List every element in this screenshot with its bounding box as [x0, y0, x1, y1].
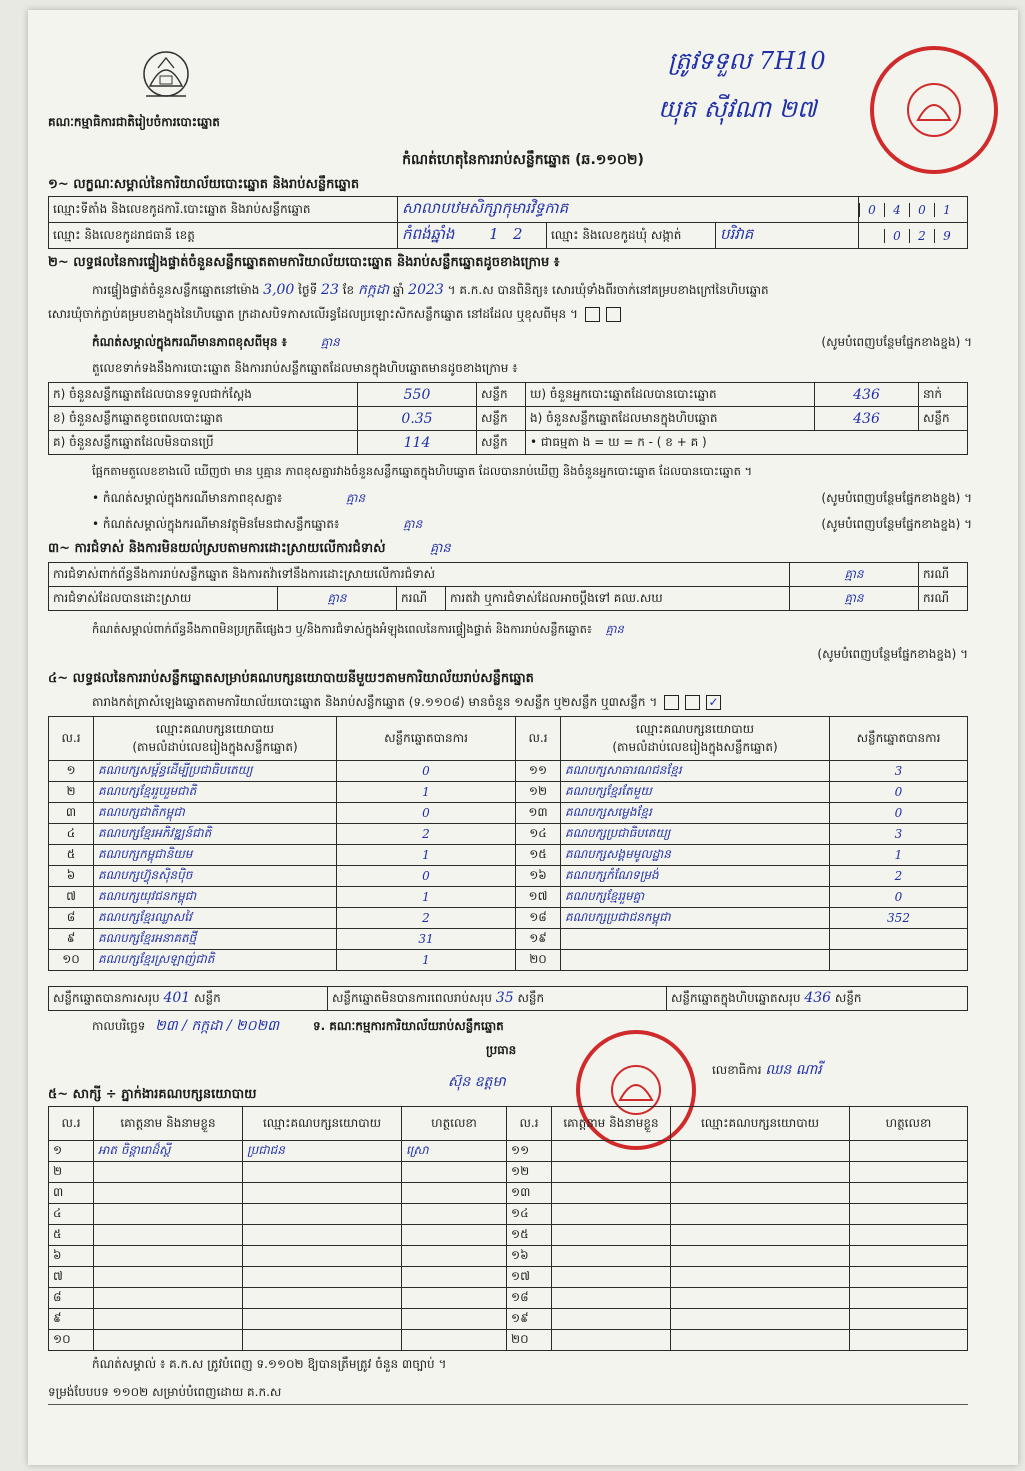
- province-code: 1 2: [489, 224, 523, 243]
- witness-cell: [552, 1141, 671, 1162]
- row-number: ១២: [516, 782, 561, 803]
- party-results-table: ល.រ ឈ្មោះគណបក្សនយោបាយ (តាមលំដាប់លេខរៀងក្នុងសន្លឹកឆ្នោត) សន្លឹកឆ្នោតបានការ ល.រ ឈ្មោះគណបក្សនយោបាយ (តាមលំដាប់លេខរៀងក្នុងសន្លឹកឆ្នោត) សន្លឹកឆ្នោតបានការ ១ គណបក្សសម្ព័ន្ធដើម្បីប្រជាធិបតេយ្យ 0 ១១ គណបក្សសាធារណជនខ្មែរ 3 ២ គណបក្សខ្មែររួបរួមជាតិ 1 ១២ គណបក្សខ្មែរតែមួយ 0 ៣ គណបក្សជាតិកម្ពុជា 0 ១៣ គណបក្សសម្លេងខ្មែរ 0 ៤ គណបក្សខ្មែរអភិវឌ្ឍន៍ជាតិ 2 ១៤ គណបក្សប្រជាធិបតេយ្យ 3 ៥ គណបក្សកម្ពុជានិយម 1 ១៥ គណបក្សសង្គមមូលដ្ឋាន 1 ៦ គណបក្សហ៊្វុនស៊ិនប៉ិច 0 ១៦ គណបក្សកំណែទម្រង់ 2 ៧ គណបក្សយុវជនកម្ពុជា 1 ១៧ គណបក្សខ្មែររួមគ្នា 0 ៨ គណបក្សខ្មែរឈ្លាសវៃ 2 ១៨ គណបក្សប្រជាជនកម្ពុជា 352 ៩ គណបក្សខ្មែរអនាគតថ្មី 31 ១៩ ១០ គណបក្សខ្មែរស្រឡាញ់ជាតិ 1 ២០: [48, 716, 968, 971]
- witness-cell: [402, 1267, 507, 1288]
- bullet-foreign-objects: • កំណត់សម្គាល់ក្នុងករណីមានវត្ថុមិនមែនជាសន្លឹកឆ្នោត៖ គ្មាន (សូមបំពេញបន្ថែមផ្នែកខាងខ្នង) ។: [92, 517, 972, 531]
- witness-cell: [243, 1267, 402, 1288]
- verification-day: 23: [321, 282, 339, 298]
- location-code: 0 4 0 1: [859, 197, 968, 223]
- row-number: ៤: [49, 824, 94, 845]
- party-name: គណបក្សប្រជាជនកម្ពុជា: [561, 908, 830, 929]
- party-votes: [830, 929, 968, 950]
- witness-cell: ២: [49, 1162, 94, 1183]
- chair-label: ប្រធាន: [486, 1043, 517, 1057]
- row-number: ៩: [49, 929, 94, 950]
- row-number: ៣: [49, 803, 94, 824]
- witness-cell: [850, 1330, 968, 1351]
- witness-cell: [402, 1225, 507, 1246]
- table-row: [49, 887, 968, 908]
- witness-cell: [552, 1267, 671, 1288]
- table-row: [49, 1162, 968, 1183]
- same-checkbox[interactable]: [585, 307, 600, 322]
- witness-cell: ស្រោ: [402, 1141, 507, 1162]
- counts-intro: តួលេខទាក់ទងនឹងការបោះឆ្នោត និងការរាប់សន្លឹកឆ្នោតដែលមានក្នុងហិបឆ្នោតមានដូចខាងក្រោម ៖: [92, 361, 518, 375]
- row-number: ៥: [49, 845, 94, 866]
- party-votes: 2: [337, 908, 516, 929]
- verification-time: 3,00: [263, 282, 295, 298]
- chair-signature: ស៊ុន ឧត្តមា: [448, 1074, 506, 1090]
- table-row: [49, 1183, 968, 1204]
- party-name: គណបក្សកម្ពុជានិយម: [94, 845, 337, 866]
- party-votes: 1: [337, 845, 516, 866]
- three-sheet-checkbox-checked[interactable]: ✓: [706, 695, 721, 710]
- witness-cell: [671, 1288, 850, 1309]
- witness-cell: ១០: [49, 1330, 94, 1351]
- row-number: ១៥: [516, 845, 561, 866]
- verification-year: 2023: [408, 282, 444, 298]
- party-votes: 0: [337, 803, 516, 824]
- party-votes: 352: [830, 908, 968, 929]
- party-votes: 0: [830, 803, 968, 824]
- witness-cell: [552, 1204, 671, 1225]
- party-name: គណបក្សខ្មែរតែមួយ: [561, 782, 830, 803]
- table-row: [49, 1204, 968, 1225]
- witness-cell: ១៤: [507, 1204, 552, 1225]
- witness-cell: [671, 1141, 850, 1162]
- footnote: កំណត់សម្គាល់ ៖ គ.ក.ស ត្រូវបំពេញ ទ.១១០២ ឱ្យបានត្រឹមត្រូវ ចំនួន ៣ច្បាប់ ។: [92, 1357, 447, 1371]
- row-number: ១១: [516, 761, 561, 782]
- secretary-line: លេខាធិការ ឈន ណារី: [712, 1062, 822, 1078]
- party-votes: 0: [337, 761, 516, 782]
- row-number: ២០: [516, 950, 561, 971]
- witness-cell: [94, 1288, 243, 1309]
- witness-cell: [243, 1162, 402, 1183]
- witness-cell: [243, 1288, 402, 1309]
- witness-cell: [402, 1330, 507, 1351]
- table-row: [49, 1330, 968, 1351]
- party-votes: 1: [337, 782, 516, 803]
- counts-table: [48, 382, 968, 455]
- table-row: [49, 908, 968, 929]
- table-row: [49, 950, 968, 971]
- witness-cell: [402, 1204, 507, 1225]
- handwritten-note-2: យុត សុីវណា ២៧: [658, 95, 817, 123]
- witness-cell: [94, 1162, 243, 1183]
- witness-cell: [671, 1183, 850, 1204]
- party-votes: 0: [830, 782, 968, 803]
- nec-emblem-icon: [140, 46, 192, 106]
- row-number: ៧: [49, 887, 94, 908]
- irregularities-note: កំណត់សម្គាល់ពាក់ព័ន្ធនឹងភាពមិនប្រក្រតីផ្សេងៗ ឬ/និងការជំទាស់ក្នុងអំឡុងពេលនៃការផ្ទៀងផ្ទាត់ និងការរាប់សន្លឹកឆ្នោត៖ គ្មាន: [92, 622, 624, 636]
- table-row: [49, 782, 968, 803]
- row-number: ១៩: [516, 929, 561, 950]
- witness-cell: ៦: [49, 1246, 94, 1267]
- date-line: កាលបរិច្ឆេទ ២៣ / កក្កដា / ២០២៣ ទ. គណៈកម្មការការិយាល័យរាប់សន្លឹកឆ្នោត: [92, 1018, 504, 1034]
- witness-cell: [243, 1246, 402, 1267]
- bullet-difference: • កំណត់សម្គាល់ក្នុងករណីមានភាពខុសគ្នា៖ គ្មាន (សូមបំពេញបន្ថែមផ្នែកខាងខ្នង) ។: [92, 491, 972, 505]
- row-number: ២: [49, 782, 94, 803]
- witness-cell: [850, 1162, 968, 1183]
- witness-cell: [552, 1162, 671, 1183]
- party-name: [561, 950, 830, 971]
- witness-cell: [850, 1309, 968, 1330]
- table-row: [49, 1225, 968, 1246]
- party-name: គណបក្សខ្មែររួបរួមជាតិ: [94, 782, 337, 803]
- witness-cell: ១១: [507, 1141, 552, 1162]
- party-name: គណបក្សប្រជាធិបតេយ្យ: [561, 824, 830, 845]
- witness-cell: ២០: [507, 1330, 552, 1351]
- witness-cell: ១៣: [507, 1183, 552, 1204]
- witness-cell: [850, 1246, 968, 1267]
- committee-name: គណៈកម្មាធិការជាតិរៀបចំការបោះឆ្នោត: [48, 115, 220, 129]
- row-number: ៨: [49, 908, 94, 929]
- witness-cell: ៩: [49, 1309, 94, 1330]
- witness-cell: [552, 1183, 671, 1204]
- tally-sheets-intro: តារាងកត់ត្រាសំឡេងឆ្នោតតាមការិយាល័យបោះឆ្នោត និងរាប់សន្លឹកឆ្នោត (ទ.១១០៨) មានចំនួន ១សន្លឹក ឬ២សន្លឹក ឬ៣សន្លឹក ។ ✓: [92, 694, 724, 712]
- witness-cell: [671, 1309, 850, 1330]
- province-label: ឈ្មោះ និងលេខកូដរាជធានី ខេត្ត: [49, 223, 398, 249]
- table-row: [49, 1309, 968, 1330]
- witness-cell: [94, 1204, 243, 1225]
- table-row: [49, 803, 968, 824]
- witness-cell: [243, 1309, 402, 1330]
- witness-cell: [671, 1246, 850, 1267]
- section4-title: ៤~ លទ្ធផលនៃការរាប់សន្លឹកឆ្នោតសម្រាប់គណបក្សនយោបាយនីមួយៗតាមការិយាល័យរាប់សន្លឹកឆ្នោត: [48, 671, 534, 686]
- row-number: ៦: [49, 866, 94, 887]
- witness-cell: ១៧: [507, 1267, 552, 1288]
- witness-cell: [94, 1309, 243, 1330]
- witness-cell: [243, 1330, 402, 1351]
- commune-code: 0 2 9: [859, 223, 968, 249]
- party-name: គណបក្សសង្គមមូលដ្ឋាន: [561, 845, 830, 866]
- witness-cell: [850, 1288, 968, 1309]
- party-name: គណបក្សជាតិកម្ពុជា: [94, 803, 337, 824]
- row-number: ១: [49, 761, 94, 782]
- party-name: គណបក្សយុវជនកម្ពុជា: [94, 887, 337, 908]
- party-name: គណបក្សសម្ព័ន្ធដើម្បីប្រជាធិបតេយ្យ: [94, 761, 337, 782]
- witness-cell: ៥: [49, 1225, 94, 1246]
- witness-cell: [671, 1330, 850, 1351]
- witness-cell: អាត ចិន្តារោដ៏ស្តី: [94, 1141, 243, 1162]
- party-votes: 1: [830, 845, 968, 866]
- witness-cell: ៣: [49, 1183, 94, 1204]
- table-row: [49, 824, 968, 845]
- form-title: កំណត់ហេតុនៃការរាប់សន្លឹកឆ្នោត (ឆ.១១០២): [402, 152, 644, 168]
- witness-cell: ១: [49, 1141, 94, 1162]
- party-votes: 3: [830, 824, 968, 845]
- witness-cell: [850, 1183, 968, 1204]
- witness-cell: [850, 1225, 968, 1246]
- table-row: [49, 866, 968, 887]
- witness-cell: [671, 1267, 850, 1288]
- witness-table: ល.រ គោត្តនាម និងនាមខ្លួន ឈ្មោះគណបក្សនយោបាយ ហត្ថលេខា ល.រ គោត្តនាម និងនាមខ្លួន ឈ្មោះគណបក្សនយោបាយ ហត្ថលេខា ១ អាត ចិន្តារោដ៏ស្តី ប្រជាជន ស្រោ ១១ ២ ១២ ៣ ១៣ ៤ ១៤ ៥ ១៥ ៦ ១៦ ៧ ១៧ ៨ ១៨ ៩ ១៩ ១០ ២០: [48, 1106, 968, 1351]
- table-row: [49, 845, 968, 866]
- witness-cell: [243, 1225, 402, 1246]
- party-name: គណបក្សហ៊្វុនស៊ិនប៉ិច: [94, 866, 337, 887]
- table-row: [49, 761, 968, 782]
- witness-cell: [94, 1267, 243, 1288]
- party-votes: 3: [830, 761, 968, 782]
- section5-title: ៥~ សាក្សី ÷ ភ្នាក់ងារគណបក្សនយោបាយ: [48, 1087, 257, 1102]
- party-name: គណបក្សកំណែទម្រង់: [561, 866, 830, 887]
- results-totals: សន្លឹកឆ្នោតបានការសរុប 401 សន្លឹក សន្លឹកឆ្នោតមិនបានការពេលរាប់សរុប 35 សន្លឹក សន្លឹកឆ្នោតក្នុងហិបឆ្នោតសរុប 436 សន្លឹក: [48, 986, 968, 1011]
- row-number: ១៨: [516, 908, 561, 929]
- party-name: គណបក្សខ្មែររួមគ្នា: [561, 887, 830, 908]
- witness-cell: [94, 1225, 243, 1246]
- one-sheet-checkbox[interactable]: [664, 695, 679, 710]
- witness-cell: [552, 1288, 671, 1309]
- witness-cell: [94, 1246, 243, 1267]
- party-name: [561, 929, 830, 950]
- witness-cell: [552, 1246, 671, 1267]
- section2-title: ២~ លទ្ធផលនៃការផ្ទៀងផ្ទាត់ចំនួនសន្លឹកឆ្នោតតាមការិយាល័យបោះឆ្នោត និងរាប់សន្លឹកឆ្នោតដូចខាងក្រោម ៖: [48, 255, 560, 270]
- witness-cell: ១៩: [507, 1309, 552, 1330]
- commune-label: ឈ្មោះ និងលេខកូដឃុំ សង្កាត់: [547, 223, 716, 249]
- row-number: ១៣: [516, 803, 561, 824]
- verification-line2: សោរឃុំចាក់ភ្ជាប់គម្របខាងក្នុងនៃហិបឆ្នោត ក្រដាសបិទភាសលើរន្ធដែលប្រឡោះសិកសន្លឹកឆ្នោត នៅដដែល ឬខុសពីមុន ។: [48, 306, 624, 324]
- table-row: [49, 1246, 968, 1267]
- election-form-page: គណៈកម្មាធិការជាតិរៀបចំការបោះឆ្នោត ត្រូវទទួល 7H10 យុត សុីវណា ២៧ កំណត់ហេតុនៃការរាប់សន្លឹកឆ្នោត (ឆ.១១០២) ១~ លក្ខណៈសម្គាល់នៃការិយាល័យបោះឆ្នោត និងរាប់សន្លឹកឆ្នោត ឈ្មោះទីតាំង និងលេខកូដការិ.បោះឆ្នោត និងរាប់សន្លឹកឆ្នោត សាលាបឋមសិក្សាកុមារវិទ្ធកាគ 0 4 0 1 ឈ្មោះ និងលេខកូដរាជធានី ខេត្ត កំពង់ឆ្នាំង 1 2 ឈ្មោះ និងលេខកូដឃុំ សង្កាត់ បរិវាគ 0 2 9 ២~ លទ្ធផលនៃការផ្ទៀងផ្ទាត់ចំនួនសន្លឹកឆ្នោតតាមការិយាល័យបោះឆ្នោត និងរាប់សន្លឹកឆ្នោតដូចខាងក្រោម ៖ ការផ្ទៀងផ្ទាត់ចំនួនសន្លឹកឆ្នោតនៅម៉ោង 3,00 ថ្ងៃទី 23 ខែ កក្កដា ឆ្នាំ 2023 ។ គ.ក.ស បានពិនិត្យ៖ សោរឃុំទាំងពីរចាក់នៅគម្របខាងក្រៅនៃហិបឆ្នោត សោរឃុំចាក់ភ្ជាប់គម្របខាងក្នុងនៃហិបឆ្នោត ក្រដាសបិទភាសលើរន្ធដែលប្រឡោះសិកសន្លឹកឆ្នោត នៅដដែល ឬខុសពីមុន ។ កំណត់សម្គាល់ក្នុងករណីមានភាពខុសពីមុន ៖ គ្មាន (សូមបំពេញបន្ថែមផ្នែកខាងខ្នង) ។ តួលេខទាក់ទងនឹងការបោះឆ្នោត និងការរាប់សន្លឹកឆ្នោតដែលមានក្នុងហិបឆ្នោតមានដូចខាងក្រោម ៖ ក) ចំនួនសន្លឹកឆ្នោតដែលបានទទួលជាក់ស្តែង 550 សន្លឹក ឃ) ចំនួនអ្នកបោះឆ្នោតដែលបានបោះឆ្នោត 436 នាក់ ខ) ចំនួនសន្លឹកឆ្នោតខូចពេលបោះឆ្នោត 0.35 សន្លឹក ង) ចំនួនសន្លឹកឆ្នោតដែលមានក្នុងហិបឆ្នោត 436 សន្លឹក គ) ចំនួនសន្លឹកឆ្នោតដែលមិនបានប្រើ 114 សន្លឹក • ជាធម្មតា ង = ឃ = ក - ( ខ + គ ) ផ្អែកតាមតួលេខខាងលើ ឃើញថា មាន ឬគ្មាន ភាពខុសគ្នារវាងចំនួនសន្លឹកឆ្នោតក្នុងហិបឆ្នោត ដែលបានរាប់ឃើញ និងចំនួនអ្នកបោះឆ្នោត ដែលបានបោះឆ្នោត ។ • កំណត់សម្គាល់ក្នុងករណីមានភាពខុសគ្នា៖ គ្មាន (សូមបំពេញបន្ថែមផ្នែកខាងខ្នង) ។ • កំណត់សម្គាល់ក្នុងករណីមានវត្ថុមិនមែនជាសន្លឹកឆ្នោត៖ គ្មាន (សូមបំពេញបន្ថែមផ្នែកខាងខ្នង) ។ ៣~ ការជំទាស់ និងការមិនយល់ស្របតាមការដោះស្រាយលើការជំទាស់ គ្មាន ការជំទាស់ពាក់ព័ន្ធនឹងការរាប់សន្លឹកឆ្នោត និងការតវ៉ាទៅនឹងការដោះស្រាយលើការជំទាស់ គ្មាន ករណី ការជំទាស់ដែលបានដោះស្រាយ គ្មាន ករណី ការតវ៉ា ឬការជំទាស់ដែលអាចប្តឹងទៅ គឈ.សឃ គ្មាន ករណី កំណត់សម្គាល់ពាក់ព័ន្ធនឹងភាពមិនប្រក្រតីផ្សេងៗ ឬ/និងការជំទាស់ក្នុងអំឡុងពេលនៃការផ្ទៀងផ្ទាត់ និងការរាប់សន្លឹកឆ្នោត៖ គ្មាន (សូមបំពេញបន្ថែមផ្នែកខាងខ្នង) ។ ៤~ លទ្ធផលនៃការរាប់សន្លឹកឆ្នោតសម្រាប់គណបក្សនយោបាយនីមួយៗតាមការិយាល័យរាប់សន្លឹកឆ្នោត តារាងកត់ត្រាសំឡេងឆ្នោតតាមការិយាល័យបោះឆ្នោត និងរាប់សន្លឹកឆ្នោត (ទ.១១០៨) មានចំនួន ១សន្លឹក ឬ២សន្លឹក ឬ៣សន្លឹក ។ ✓ ល.រ ឈ្មោះគណបក្សនយោបាយ (តាមលំដាប់លេខរៀងក្នុងសន្លឹកឆ្នោត) សន្លឹកឆ្នោតបានការ ល.រ ឈ្មោះគណបក្សនយោបាយ (តាមលំដាប់លេខរៀងក្នុងសន្លឹកឆ្នោត) សន្លឹកឆ្នោតបានការ ១ គណបក្សសម្ព័ន្ធដើម្បីប្រជាធិបតេយ្យ 0 ១១ គណបក្សសាធារណជនខ្មែរ 3 ២ គណបក្សខ្មែររួបរួមជាតិ 1 ១២ គណបក្សខ្មែរតែមួយ 0 ៣ គណបក្សជាតិកម្ពុជា 0 ១៣ គណបក្សសម្លេងខ្មែរ 0 ៤ គណបក្សខ្មែរអភិវឌ្ឍន៍ជាតិ 2 ១៤ គណបក្សប្រជាធិបតេយ្យ 3 ៥ គណបក្សកម្ពុជានិយម 1 ១៥ គណបក្សសង្គមមូលដ្ឋាន 1 ៦ គណបក្សហ៊្វុនស៊ិនប៉ិច 0 ១៦ គណបក្សកំណែទម្រង់ 2 ៧ គណបក្សយុវជនកម្ពុជា 1 ១៧ គណបក្សខ្មែររួមគ្នា 0 ៨ គណបក្សខ្មែរឈ្លាសវៃ 2 ១៨ គណបក្សប្រជាជនកម្ពុជា 352 ៩ គណបក្សខ្មែរអនាគតថ្មី 31 ១៩ ១០ គណបក្សខ្មែរស្រឡាញ់ជាតិ 1 ២០ សន្លឹកឆ្នោតបានការសរុប 401 សន្លឹក សន្លឹកឆ្នោតមិនបានការពេលរាប់សរុប 35 សន្លឹក សន្លឹកឆ្នោតក្នុងហិបឆ្នោតសរុប 436 សន្លឹក កាលបរិច្ឆេទ ២៣ / កក្កដា / ២០២៣ ទ. គណៈកម្មការការិយាល័យរាប់សន្លឹកឆ្នោត ប្រធាន ស៊ុន ឧត្តមា លេខាធិការ ឈន ណារី ៥~ សាក្សី ÷ ភ្នាក់ងារគណបក្សនយោបាយ ល.រ គោត្តនាម និងនាមខ្លួន ឈ្មោះគណបក្សនយោបាយ ហត្ថលេខា ល.រ គោត្តនាម និងនាមខ្លួន ឈ្មោះគណបក្សនយោបាយ ហត្ថលេខា ១ អាត ចិន្តារោដ៏ស្តី ប្រជាជន ស្រោ ១១ ២ ១២ ៣ ១៣ ៤ ១៤ ៥ ១៥ ៦ ១៦ ៧ ១៧ ៨ ១៨ ៩ ១៩ ១០ ២០ កំណត់សម្គាល់ ៖ គ.ក.ស ត្រូវបំពេញ ទ.១១០២ ឱ្យបានត្រឹមត្រូវ ចំនួន ៣ច្បាប់ ។ ទម្រង់បែបបទ ១១០២ សម្រាប់បំពេញដោយ គ.ក.ស: [28, 10, 1018, 1465]
- compare-text: ផ្អែកតាមតួលេខខាងលើ ឃើញថា មាន ឬគ្មាន ភាពខុសគ្នារវាងចំនួនសន្លឹកឆ្នោតក្នុងហិបឆ្នោត ដែលបានរាប់ឃើញ និងចំនួនអ្នកបោះឆ្នោត ដែលបានបោះឆ្នោត ។: [92, 464, 753, 478]
- party-votes: 2: [337, 824, 516, 845]
- witness-cell: ប្រជាជន: [243, 1141, 402, 1162]
- section1-table: [48, 196, 968, 249]
- party-votes: 0: [830, 887, 968, 908]
- objections-table: ការជំទាស់ពាក់ព័ន្ធនឹងការរាប់សន្លឹកឆ្នោត និងការតវ៉ាទៅនឹងការដោះស្រាយលើការជំទាស់ គ្មាន ករណី ការជំទាស់ដែលបានដោះស្រាយ គ្មាន ករណី ការតវ៉ា ឬការជំទាស់ដែលអាចប្តឹងទៅ គឈ.សឃ គ្មាន ករណី: [48, 562, 968, 611]
- witness-cell: ១២: [507, 1162, 552, 1183]
- counts-row: ក) ចំនួនសន្លឹកឆ្នោតដែលបានទទួលជាក់ស្តែង 550 សន្លឹក ឃ) ចំនួនអ្នកបោះឆ្នោតដែលបានបោះឆ្នោត 436 នាក់: [49, 383, 968, 407]
- row-number: ១៦: [516, 866, 561, 887]
- table-row: [49, 1267, 968, 1288]
- party-name: គណបក្សសាធារណជនខ្មែរ: [561, 761, 830, 782]
- witness-cell: [671, 1162, 850, 1183]
- witness-cell: ៤: [49, 1204, 94, 1225]
- witness-cell: [94, 1330, 243, 1351]
- witness-cell: [671, 1204, 850, 1225]
- witness-cell: [402, 1162, 507, 1183]
- party-name: គណបក្សខ្មែរឈ្លាសវៃ: [94, 908, 337, 929]
- party-votes: 0: [337, 866, 516, 887]
- section1-title: ១~ លក្ខណៈសម្គាល់នៃការិយាល័យបោះឆ្នោត និងរាប់សន្លឹកឆ្នោត: [48, 177, 360, 192]
- table-row: [49, 929, 968, 950]
- row-number: ១០: [49, 950, 94, 971]
- counts-row: ខ) ចំនួនសន្លឹកឆ្នោតខូចពេលបោះឆ្នោត 0.35 សន្លឹក ង) ចំនួនសន្លឹកឆ្នោតដែលមានក្នុងហិបឆ្នោត 436 សន្លឹក: [49, 407, 968, 431]
- witness-cell: [552, 1225, 671, 1246]
- party-votes: [830, 950, 968, 971]
- witness-cell: [850, 1204, 968, 1225]
- witness-cell: [402, 1246, 507, 1267]
- two-sheet-checkbox[interactable]: [685, 695, 700, 710]
- witness-cell: [402, 1309, 507, 1330]
- difference-note: កំណត់សម្គាល់ក្នុងករណីមានភាពខុសពីមុន ៖ គ្មាន (សូមបំពេញបន្ថែមផ្នែកខាងខ្នង) ។: [92, 335, 972, 349]
- witness-cell: [402, 1183, 507, 1204]
- party-votes: 31: [337, 929, 516, 950]
- witness-cell: [671, 1225, 850, 1246]
- witness-cell: [94, 1183, 243, 1204]
- witness-cell: [552, 1309, 671, 1330]
- verification-month: កក្កដា: [357, 282, 390, 298]
- row-number: ១៤: [516, 824, 561, 845]
- witness-cell: [850, 1267, 968, 1288]
- handwritten-note-1: ត្រូវទទួល 7H10: [668, 47, 826, 75]
- location-value: សាលាបឋមសិក្សាកុមារវិទ្ធកាគ: [398, 197, 859, 223]
- row-number: ១៧: [516, 887, 561, 908]
- commune-value: បរិវាគ: [716, 223, 859, 249]
- location-label: ឈ្មោះទីតាំង និងលេខកូដការិ.បោះឆ្នោត និងរាប់សន្លឹកឆ្នោត: [49, 197, 398, 223]
- table-row: [49, 1141, 968, 1162]
- party-votes: 1: [337, 887, 516, 908]
- table-row: [49, 1288, 968, 1309]
- party-votes: 2: [830, 866, 968, 887]
- verification-line1: ការផ្ទៀងផ្ទាត់ចំនួនសន្លឹកឆ្នោតនៅម៉ោង 3,00 ថ្ងៃទី 23 ខែ កក្កដា ឆ្នាំ 2023 ។ គ.ក.ស បានពិនិត្យ៖ សោរឃុំទាំងពីរចាក់នៅគម្របខាងក្រៅនៃហិបឆ្នោត: [92, 282, 769, 298]
- witness-cell: ៧: [49, 1267, 94, 1288]
- party-votes: 1: [337, 950, 516, 971]
- witness-cell: [243, 1204, 402, 1225]
- witness-cell: [243, 1183, 402, 1204]
- party-name: គណបក្សខ្មែរស្រឡាញ់ជាតិ: [94, 950, 337, 971]
- party-name: គណបក្សសម្លេងខ្មែរ: [561, 803, 830, 824]
- form-footer: ទម្រង់បែបបទ ១១០២ សម្រាប់បំពេញដោយ គ.ក.ស: [48, 1384, 968, 1405]
- province-value: កំពង់ឆ្នាំង 1 2: [398, 223, 547, 249]
- section3-title: ៣~ ការជំទាស់ និងការមិនយល់ស្របតាមការដោះស្រាយលើការជំទាស់ គ្មាន: [48, 541, 451, 556]
- witness-cell: ១៦: [507, 1246, 552, 1267]
- witness-cell: [850, 1141, 968, 1162]
- witness-cell: ១៨: [507, 1288, 552, 1309]
- witness-cell: [402, 1288, 507, 1309]
- different-checkbox[interactable]: [606, 307, 621, 322]
- witness-cell: ១៥: [507, 1225, 552, 1246]
- witness-cell: ៨: [49, 1288, 94, 1309]
- counts-row: គ) ចំនួនសន្លឹកឆ្នោតដែលមិនបានប្រើ 114 សន្លឹក • ជាធម្មតា ង = ឃ = ក - ( ខ + គ ): [49, 431, 968, 455]
- party-name: គណបក្សខ្មែរអនាគតថ្មី: [94, 929, 337, 950]
- witness-cell: [552, 1330, 671, 1351]
- party-name: គណបក្សខ្មែរអភិវឌ្ឍន៍ជាតិ: [94, 824, 337, 845]
- seal-emblem-icon: [904, 80, 964, 140]
